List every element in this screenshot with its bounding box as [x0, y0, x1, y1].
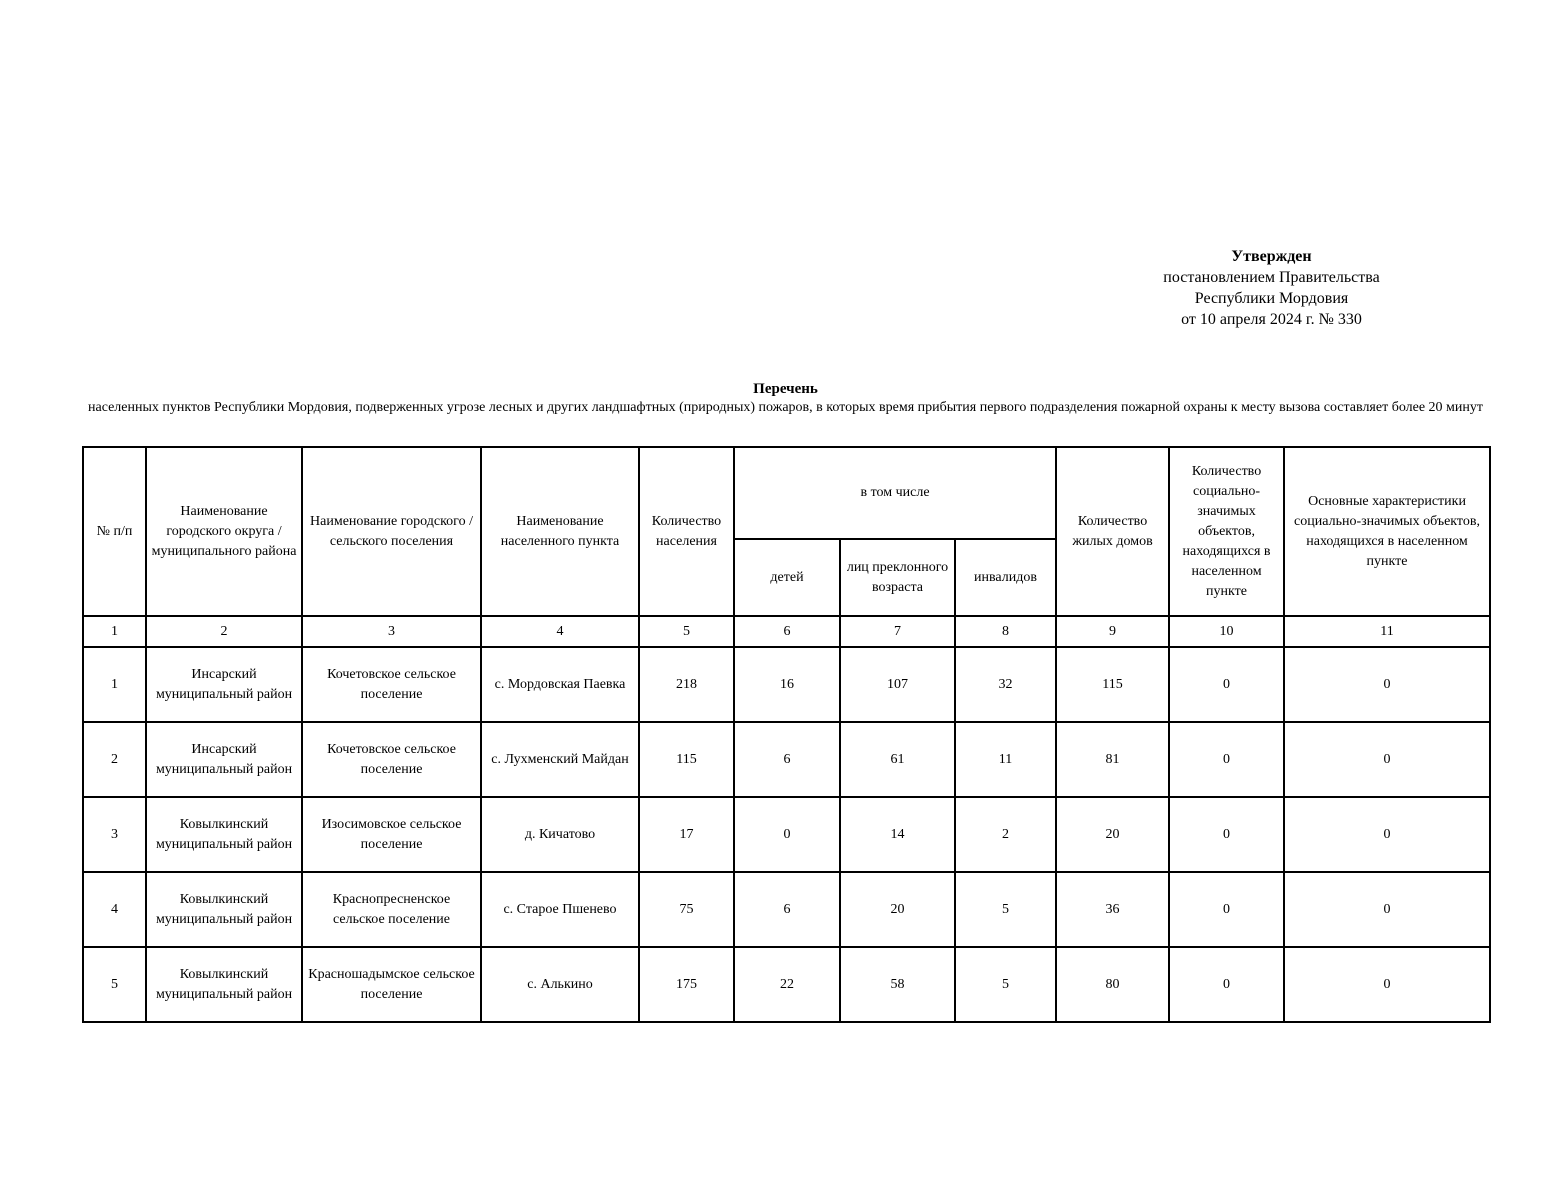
cell-social-count: 0 [1169, 872, 1284, 947]
cell-num: 5 [83, 947, 146, 1022]
column-number-cell: 7 [840, 616, 955, 647]
table-body [83, 616, 1490, 1022]
cell-social-characteristics: 0 [1284, 947, 1490, 1022]
cell-locality: с. Старое Пшенево [481, 872, 639, 947]
cell-social-count: 0 [1169, 947, 1284, 1022]
cell-houses: 20 [1056, 797, 1169, 872]
column-number-cell: 2 [146, 616, 302, 647]
header-children: детей [734, 539, 840, 616]
cell-children: 6 [734, 722, 840, 797]
cell-population: 75 [639, 872, 734, 947]
cell-district: Ковылкинский муниципальный район [146, 947, 302, 1022]
cell-disabled: 5 [955, 947, 1056, 1022]
header-including: в том числе [734, 447, 1056, 539]
column-number-cell: 1 [83, 616, 146, 647]
column-number-cell: 10 [1169, 616, 1284, 647]
cell-houses: 81 [1056, 722, 1169, 797]
cell-elderly: 61 [840, 722, 955, 797]
cell-social-characteristics: 0 [1284, 647, 1490, 722]
column-number-cell: 11 [1284, 616, 1490, 647]
cell-locality: с. Мордовская Паевка [481, 647, 639, 722]
cell-social-characteristics: 0 [1284, 797, 1490, 872]
cell-locality: с. Лухменский Майдан [481, 722, 639, 797]
document-title: Перечень [753, 381, 818, 397]
table-row [83, 872, 1490, 947]
cell-social-count: 0 [1169, 722, 1284, 797]
cell-district: Ковылкинский муниципальный район [146, 872, 302, 947]
cell-disabled: 32 [955, 647, 1056, 722]
cell-social-count: 0 [1169, 647, 1284, 722]
table-row [83, 722, 1490, 797]
cell-elderly: 107 [840, 647, 955, 722]
cell-children: 22 [734, 947, 840, 1022]
header-district: Наименование городского округа / муниципального района [146, 447, 302, 616]
cell-district: Инсарский муниципальный район [146, 647, 302, 722]
cell-num: 1 [83, 647, 146, 722]
cell-population: 17 [639, 797, 734, 872]
document-title-block [82, 380, 1489, 417]
column-number-cell: 8 [955, 616, 1056, 647]
header-locality: Наименование населенного пункта [481, 447, 639, 616]
header-social-count: Количество социально-значимых объектов, находящихся в населенном пункте [1169, 447, 1284, 616]
column-number-cell: 3 [302, 616, 481, 647]
table-header [83, 447, 1490, 616]
cell-settlement: Краснопресненское сельское поселение [302, 872, 481, 947]
cell-houses: 36 [1056, 872, 1169, 947]
table-row [83, 947, 1490, 1022]
approval-line-2: Республики Мордовия [1194, 290, 1349, 307]
cell-children: 6 [734, 872, 840, 947]
cell-social-count: 0 [1169, 797, 1284, 872]
approval-stamp [1130, 246, 1413, 330]
cell-elderly: 14 [840, 797, 955, 872]
header-disabled: инвалидов [955, 539, 1056, 616]
header-num: № п/п [83, 447, 146, 616]
cell-children: 16 [734, 647, 840, 722]
column-number-cell: 9 [1056, 616, 1169, 647]
cell-district: Ковылкинский муниципальный район [146, 797, 302, 872]
cell-district: Инсарский муниципальный район [146, 722, 302, 797]
header-houses: Количество жилых домов [1056, 447, 1169, 616]
cell-locality: с. Алькино [481, 947, 639, 1022]
cell-settlement: Изосимовское сельское поселение [302, 797, 481, 872]
document-subtitle: населенных пунктов Республики Мордовия, подверженных угрозе лесных и других ландшафтных (природных) пожаров, в которых время прибытия первого подразделения пожарной охраны к месту вызова составляет более 20 минут [87, 400, 1484, 415]
cell-num: 4 [83, 872, 146, 947]
header-settlement: Наименование городского / сельского поселения [302, 447, 481, 616]
approval-line-3: от 10 апреля 2024 г. № 330 [1181, 311, 1362, 328]
column-number-cell: 6 [734, 616, 840, 647]
cell-elderly: 20 [840, 872, 955, 947]
cell-locality: д. Кичатово [481, 797, 639, 872]
cell-num: 2 [83, 722, 146, 797]
header-population: Количество населения [639, 447, 734, 616]
table-row [83, 797, 1490, 872]
cell-population: 175 [639, 947, 734, 1022]
column-number-cell: 4 [481, 616, 639, 647]
cell-settlement: Красношадымское сельское поселение [302, 947, 481, 1022]
approval-line-1: постановлением Правительства [1163, 269, 1380, 286]
cell-population: 115 [639, 722, 734, 797]
cell-children: 0 [734, 797, 840, 872]
cell-population: 218 [639, 647, 734, 722]
header-elderly: лиц преклонного возраста [840, 539, 955, 616]
approval-heading: Утвержден [1231, 248, 1312, 265]
cell-settlement: Кочетовское сельское поселение [302, 722, 481, 797]
header-social-characteristics: Основные характеристики социально-значимых объектов, находящихся в населенном пункте [1284, 447, 1490, 616]
column-number-cell: 5 [639, 616, 734, 647]
cell-social-characteristics: 0 [1284, 872, 1490, 947]
cell-disabled: 5 [955, 872, 1056, 947]
cell-settlement: Кочетовское сельское поселение [302, 647, 481, 722]
cell-elderly: 58 [840, 947, 955, 1022]
cell-disabled: 11 [955, 722, 1056, 797]
table-row [83, 647, 1490, 722]
cell-houses: 115 [1056, 647, 1169, 722]
cell-social-characteristics: 0 [1284, 722, 1490, 797]
localities-table [82, 446, 1491, 1023]
cell-houses: 80 [1056, 947, 1169, 1022]
cell-disabled: 2 [955, 797, 1056, 872]
cell-num: 3 [83, 797, 146, 872]
column-number-row [83, 616, 1490, 647]
